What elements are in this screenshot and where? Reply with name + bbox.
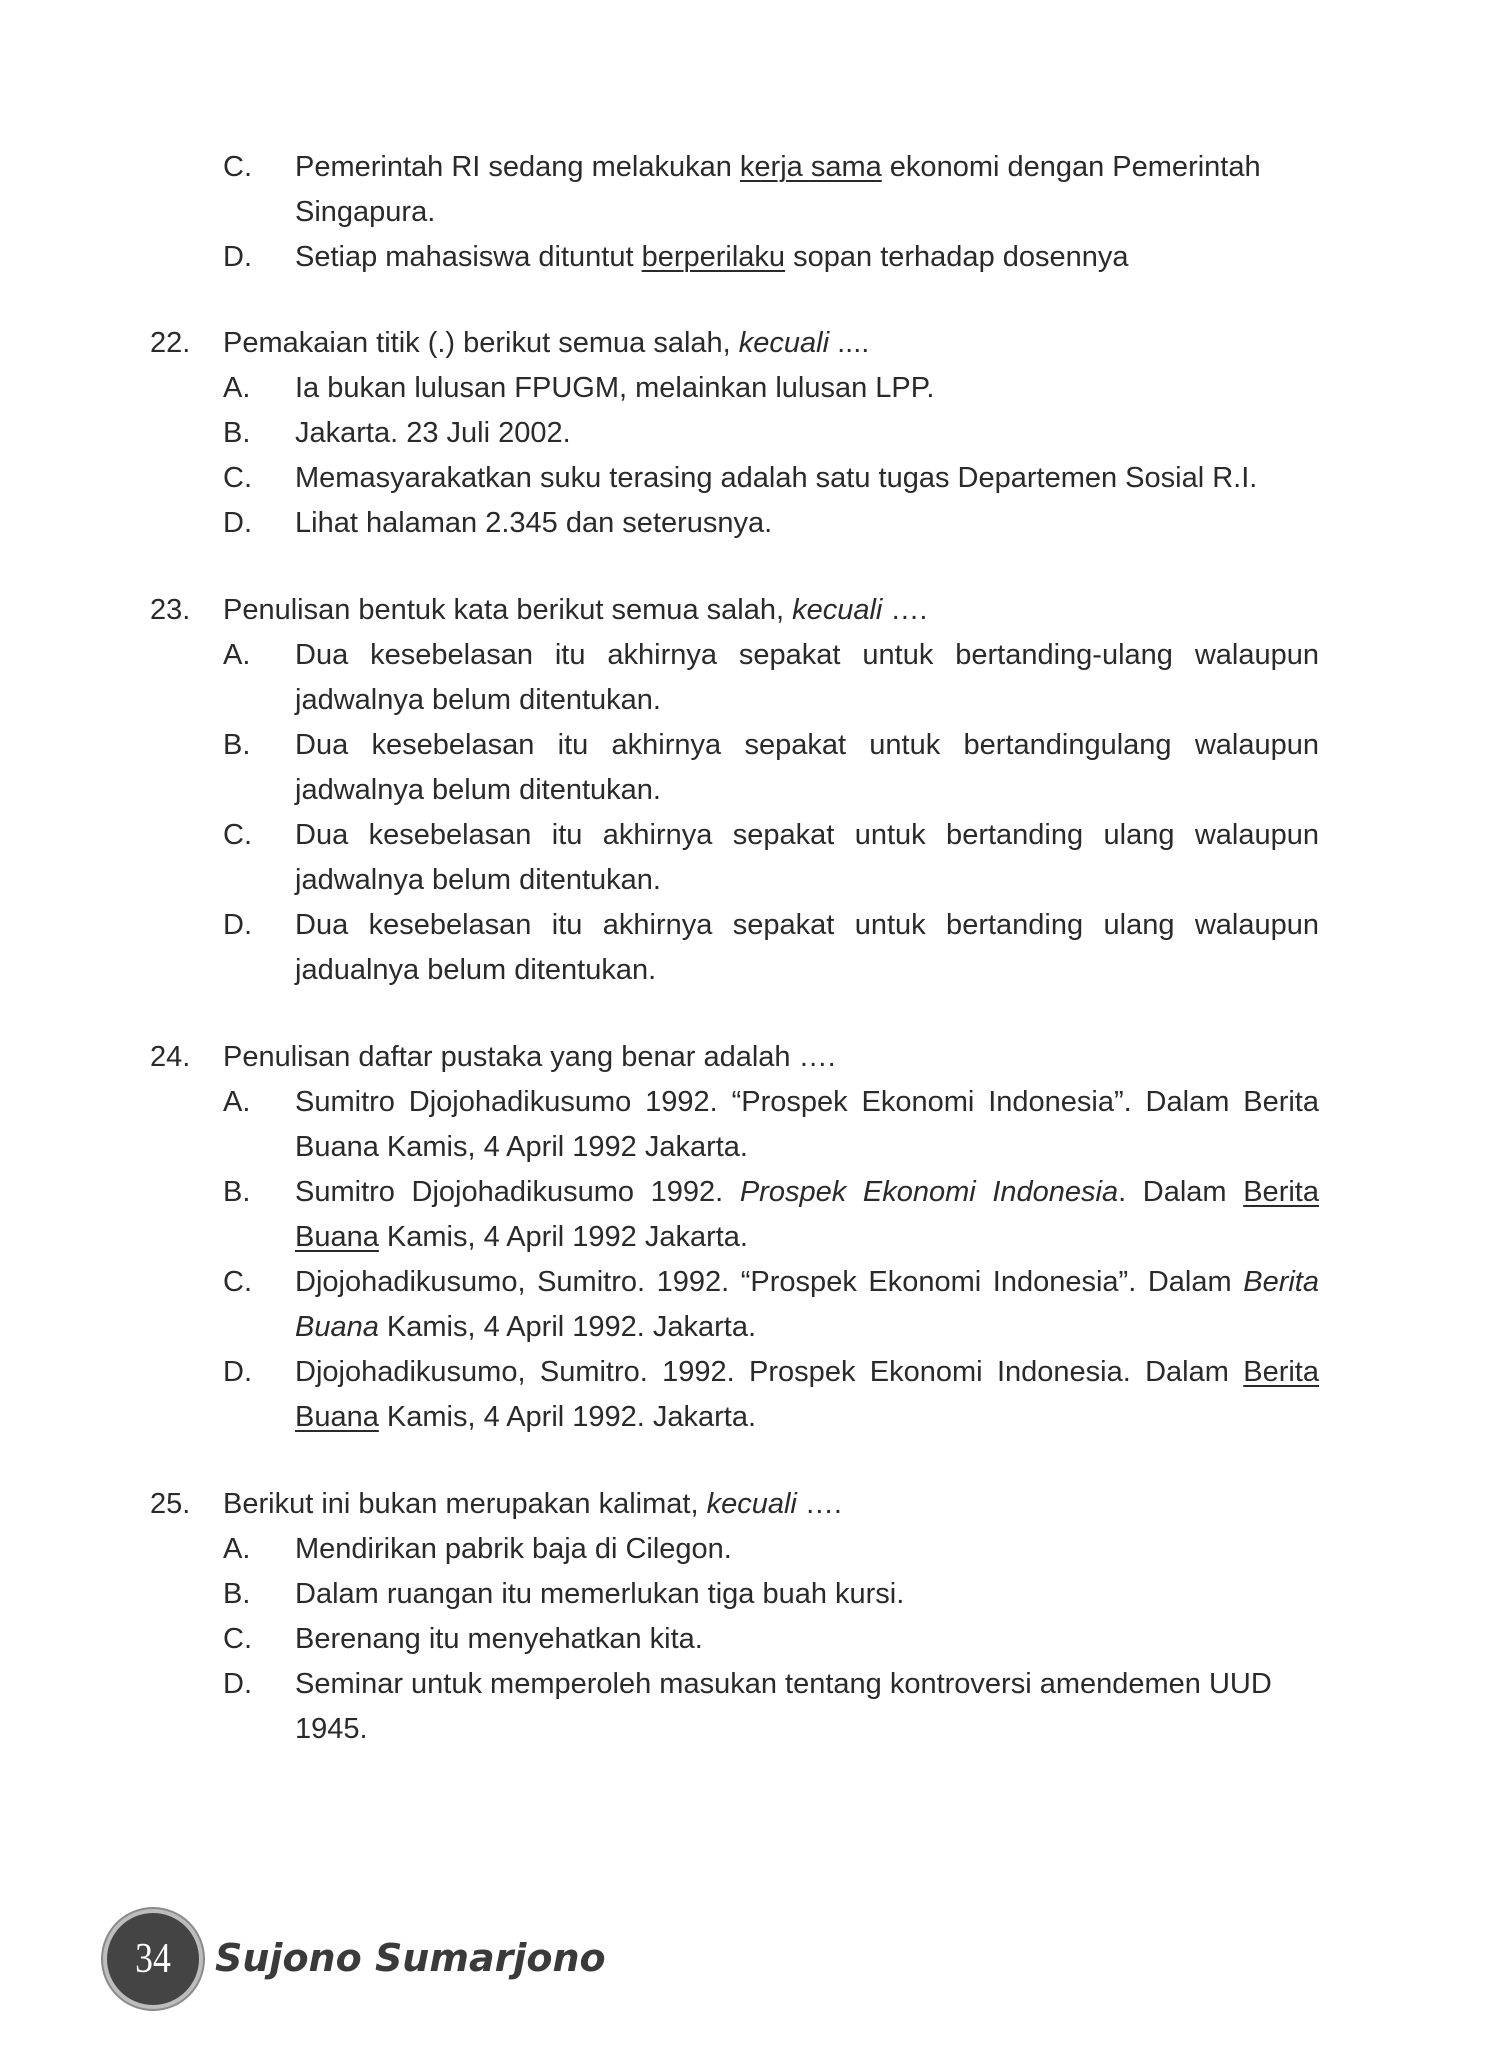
question-24: [150, 1035, 1320, 1080]
italic-term: Prospek Ekonomi Indonesia: [739, 1176, 1119, 1208]
option-letter: B.: [223, 1578, 251, 1610]
option-text: Dua kesebelasan itu akhirnya sepakat untuk bertandingulang walaupun jadwalnya belum ditentukan.: [295, 729, 1319, 806]
question-number: 24.: [150, 1041, 191, 1073]
question-text: [223, 1482, 842, 1527]
option-letter: C.: [223, 1623, 252, 1655]
option-letter: A.: [223, 372, 251, 404]
text-run: Setiap mahasiswa dituntut: [295, 241, 642, 273]
question-22: [150, 321, 1320, 366]
underlined-term: berperilaku: [641, 241, 786, 273]
option-text: Seminar untuk memperoleh masukan tentang kontroversi amendemen UUD 1945.: [295, 1668, 1272, 1745]
question-25: [150, 1482, 1320, 1527]
text-run: Pemakaian titik (.) berikut semua salah,: [223, 327, 739, 359]
option-letter: C.: [223, 1266, 252, 1298]
page-number-badge: [107, 1913, 199, 2005]
text-run: Djojohadikusumo, Sumitro. 1992. Prospek Ekonomi Indonesia. Dalam: [295, 1356, 1244, 1388]
text-run: Berikut ini bukan merupakan kalimat,: [223, 1488, 707, 1520]
underlined-term: kerja sama: [739, 151, 882, 183]
option-letter: B.: [223, 729, 251, 761]
question-number: 25.: [150, 1488, 191, 1520]
italic-term: kecuali: [738, 327, 830, 359]
text-run: Pemerintah RI sedang melakukan: [295, 151, 740, 183]
option-text: Dalam ruangan itu memerlukan tiga buah kursi.: [295, 1578, 905, 1610]
option-text: [295, 1350, 1319, 1440]
text-run: ….: [882, 594, 928, 626]
option-letter: C.: [223, 462, 252, 494]
option-text: [295, 1260, 1319, 1350]
option-text: Memasyarakatkan suku terasing adalah satu tugas Departemen Sosial R.I.: [295, 462, 1258, 494]
option-letter: D.: [223, 507, 252, 539]
underlined-term: Berita Buana: [295, 1176, 1319, 1253]
text-run: Kamis, 4 April 1992 Jakarta.: [378, 1221, 748, 1253]
option-text: Dua kesebelasan itu akhirnya sepakat untuk bertanding ulang walaupun jadwalnya belum ditentukan.: [295, 819, 1319, 896]
text-run: ….: [796, 1488, 842, 1520]
option-text: Jakarta. 23 Juli 2002.: [295, 417, 571, 449]
text-run: sopan terhadap dosennya: [785, 241, 1129, 273]
question-number: 23.: [150, 594, 191, 626]
question-text: [223, 588, 927, 633]
option-letter: D.: [223, 909, 252, 941]
text-run: Singapura.: [295, 196, 436, 228]
question-text: [223, 321, 869, 366]
text-run: Kamis, 4 April 1992. Jakarta.: [378, 1401, 757, 1433]
option-letter: A.: [223, 639, 251, 671]
italic-term: Berita Buana: [295, 1266, 1319, 1343]
option-text: [295, 235, 1319, 280]
option-letter: C.: [223, 151, 252, 183]
option-text: Dua kesebelasan itu akhirnya sepakat untuk bertanding-ulang walaupun jadwalnya belum ditentukan.: [295, 639, 1319, 716]
option-letter: D.: [223, 241, 252, 273]
option-letter: D.: [223, 1668, 252, 1700]
text-run: Sumitro Djojohadikusumo 1992.: [295, 1176, 740, 1208]
italic-term: kecuali: [706, 1488, 797, 1520]
option-letter: B.: [223, 1176, 251, 1208]
option-letter: B.: [223, 417, 251, 449]
italic-term: kecuali: [792, 594, 883, 626]
text-run: Kamis, 4 April 1992. Jakarta.: [378, 1311, 757, 1343]
option-text: Ia bukan lulusan FPUGM, melainkan lulusan LPP.: [295, 372, 935, 404]
option-text: Berenang itu menyehatkan kita.: [295, 1623, 703, 1655]
option-text: Dua kesebelasan itu akhirnya sepakat untuk bertanding ulang walaupun jadualnya belum ditentukan.: [295, 909, 1319, 986]
author-name: Sujono Sumarjono: [215, 1936, 606, 1980]
text-run: Djojohadikusumo, Sumitro. 1992. “Prospek Ekonomi Indonesia”. Dalam: [295, 1266, 1244, 1298]
text-run: ....: [829, 327, 870, 359]
question-23: [150, 588, 1320, 633]
option-letter: D.: [223, 1356, 252, 1388]
option-text: Lihat halaman 2.345 dan seterusnya.: [295, 507, 773, 539]
question-text: Penulisan daftar pustaka yang benar adalah ….: [223, 1041, 836, 1073]
text-run: Penulisan bentuk kata berikut semua salah,: [223, 594, 793, 626]
option-text: Mendirikan pabrik baja di Cilegon.: [295, 1533, 732, 1565]
text-run: ekonomi dengan Pemerintah: [881, 151, 1261, 183]
option-text: [295, 1170, 1319, 1260]
option-letter: A.: [223, 1533, 251, 1565]
page-number: 34: [135, 1936, 171, 1982]
text-run: . Dalam: [1118, 1176, 1244, 1208]
option-letter: A.: [223, 1086, 251, 1118]
question-number: 22.: [150, 327, 191, 359]
option-text: Sumitro Djojohadikusumo 1992. “Prospek Ekonomi Indonesia”. Dalam Berita Buana Kamis, 4 April 1992 Jakarta.: [295, 1086, 1319, 1163]
option-letter: C.: [223, 819, 252, 851]
option-text: [295, 145, 1319, 235]
underlined-term: Berita Buana: [295, 1356, 1319, 1433]
